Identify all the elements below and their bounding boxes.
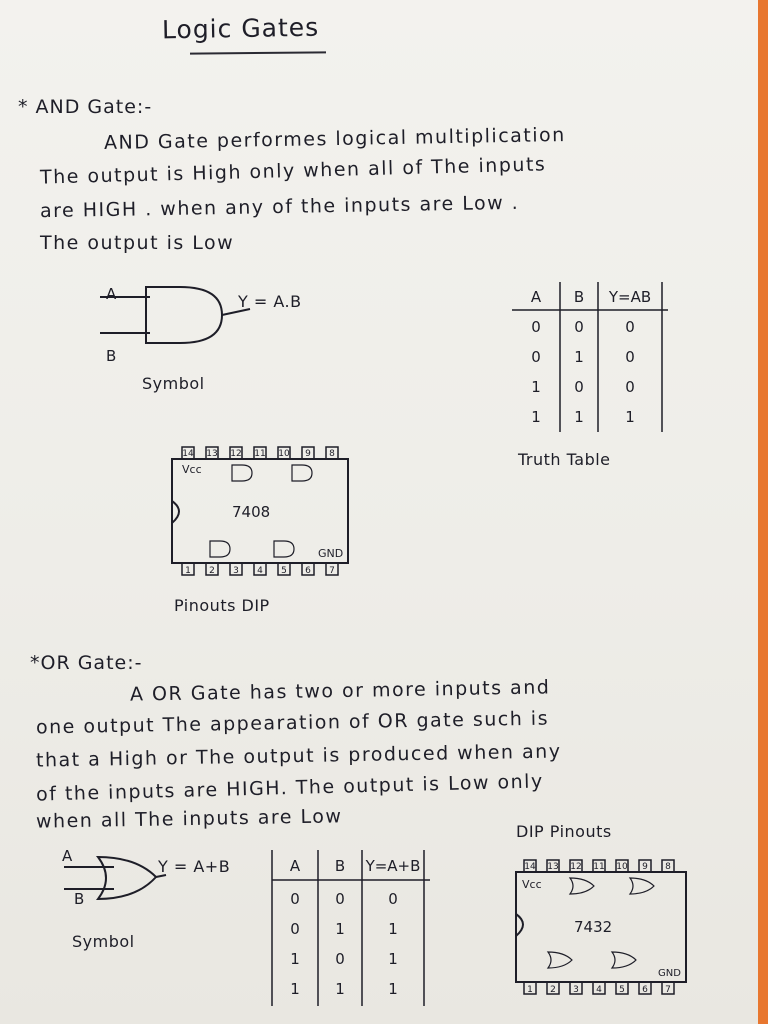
and-chip-bottom-pin: 3 — [233, 566, 239, 576]
or-paragraph-line: A OR Gate has two or more inputs and — [129, 676, 551, 706]
or-tt-cell: 1 — [388, 950, 398, 968]
or-paragraph-line: one output The appearation of OR gate such is — [35, 707, 550, 739]
and-tt-cell: 1 — [531, 408, 541, 426]
and-symbol-caption: Symbol — [142, 374, 205, 393]
or-tt-cell: 0 — [335, 950, 345, 968]
and-tt-cell: 0 — [625, 378, 635, 396]
and-expression: Y = A.B — [238, 292, 302, 311]
or-chip-top-pin: 10 — [616, 862, 628, 872]
and-truth-table-caption: Truth Table — [518, 450, 611, 469]
and-chip-bottom-pin: 6 — [305, 566, 311, 576]
and-chip-bottom-pin: 5 — [281, 566, 287, 576]
or-paragraph-line: when all The inputs are Low — [35, 805, 343, 833]
or-chip-name: 7432 — [574, 918, 613, 936]
and-chip-caption: Pinouts DIP — [174, 596, 270, 615]
and-input-a-label: A — [106, 285, 117, 303]
and-tt-cell: 0 — [574, 318, 584, 336]
or-chip-gnd: GND — [658, 968, 681, 979]
and-chip-name: 7408 — [232, 503, 271, 521]
or-symbol-caption: Symbol — [72, 932, 135, 951]
or-chip-bottom-pin: 1 — [527, 985, 533, 995]
or-chip-top-pin: 12 — [570, 862, 582, 872]
and-paragraph-line: are HIGH . when any of the inputs are Low . — [39, 191, 520, 223]
or-tt-cell: 1 — [335, 980, 345, 998]
and-chip-top-pin: 8 — [329, 449, 335, 459]
or-chip-caption: DIP Pinouts — [516, 822, 612, 841]
or-chip-bottom-pin: 6 — [642, 985, 648, 995]
and-tt-cell: 0 — [625, 318, 635, 336]
or-chip-bottom-pin: 5 — [619, 985, 625, 995]
or-chip-top-pin: 13 — [547, 862, 559, 872]
and-tt-cell: 1 — [574, 348, 584, 366]
or-truth-table — [272, 850, 436, 1010]
or-input-a-label: A — [62, 847, 73, 865]
and-chip-gnd: GND — [318, 547, 344, 560]
and-tt-cell: 1 — [574, 408, 584, 426]
and-chip-7408 — [170, 443, 360, 583]
and-paragraph-line: AND Gate performes logical multiplication — [103, 123, 566, 155]
and-tt-cell: 1 — [625, 408, 635, 426]
or-chip-bottom-pin: 4 — [596, 985, 602, 995]
and-gate-heading: * AND Gate:- — [18, 96, 153, 118]
or-chip-vcc: Vcc — [522, 878, 542, 891]
or-tt-cell: 0 — [290, 890, 300, 908]
and-tt-header: Y=AB — [608, 288, 652, 306]
or-chip-bottom-pin: 7 — [665, 985, 671, 995]
page-edge — [758, 0, 768, 1024]
and-paragraph-line: The output is Low — [40, 232, 235, 254]
and-chip-vcc: Vcc — [182, 463, 202, 476]
or-tt-cell: 1 — [290, 980, 300, 998]
and-chip-top-pin: 14 — [182, 449, 194, 459]
and-tt-cell: 0 — [625, 348, 635, 366]
and-chip-bottom-pin: 7 — [329, 566, 335, 576]
and-chip-bottom-pin: 1 — [185, 566, 191, 576]
and-tt-header: A — [530, 288, 542, 306]
or-tt-header: B — [334, 857, 346, 875]
and-chip-top-pin: 12 — [230, 449, 242, 459]
and-chip-bottom-pin: 4 — [257, 566, 263, 576]
or-tt-cell: 1 — [290, 950, 300, 968]
or-chip-top-pin: 8 — [665, 862, 671, 872]
or-tt-cell: 1 — [388, 980, 398, 998]
and-chip-top-pin: 13 — [206, 449, 218, 459]
or-chip-top-pin: 9 — [642, 862, 648, 872]
and-paragraph-line: The output is High only when all of The inputs — [39, 153, 547, 189]
and-tt-cell: 1 — [531, 378, 541, 396]
and-tt-cell: 0 — [531, 348, 541, 366]
or-chip-top-pin: 11 — [593, 862, 605, 872]
or-chip-top-pin: 14 — [524, 862, 536, 872]
and-tt-header: B — [573, 288, 585, 306]
or-tt-cell: 1 — [388, 920, 398, 938]
or-gate-heading: *OR Gate:- — [30, 652, 143, 674]
and-chip-bottom-pin: 2 — [209, 566, 215, 576]
or-tt-header: Y=A+B — [365, 857, 421, 875]
or-tt-header: A — [289, 857, 301, 875]
and-input-b-label: B — [106, 347, 117, 365]
or-paragraph-line: of the inputs are HIGH. The output is Low only — [35, 770, 544, 806]
or-chip-7432 — [512, 856, 698, 1000]
title-underline — [190, 51, 326, 54]
or-chip-bottom-pin: 2 — [550, 985, 556, 995]
or-tt-cell: 0 — [290, 920, 300, 938]
and-tt-cell: 0 — [531, 318, 541, 336]
and-chip-top-pin: 10 — [278, 449, 290, 459]
or-tt-cell: 1 — [335, 920, 345, 938]
and-chip-top-pin: 11 — [254, 449, 266, 459]
or-tt-cell: 0 — [335, 890, 345, 908]
or-expression: Y = A+B — [158, 857, 231, 876]
and-tt-cell: 0 — [574, 378, 584, 396]
or-input-b-label: B — [74, 890, 85, 908]
page-title: Logic Gates — [161, 12, 320, 45]
and-truth-table — [512, 282, 672, 434]
or-chip-bottom-pin: 3 — [573, 985, 579, 995]
or-paragraph-line: that a High or The output is produced when any — [35, 740, 562, 772]
or-tt-cell: 0 — [388, 890, 398, 908]
and-chip-top-pin: 9 — [305, 449, 311, 459]
